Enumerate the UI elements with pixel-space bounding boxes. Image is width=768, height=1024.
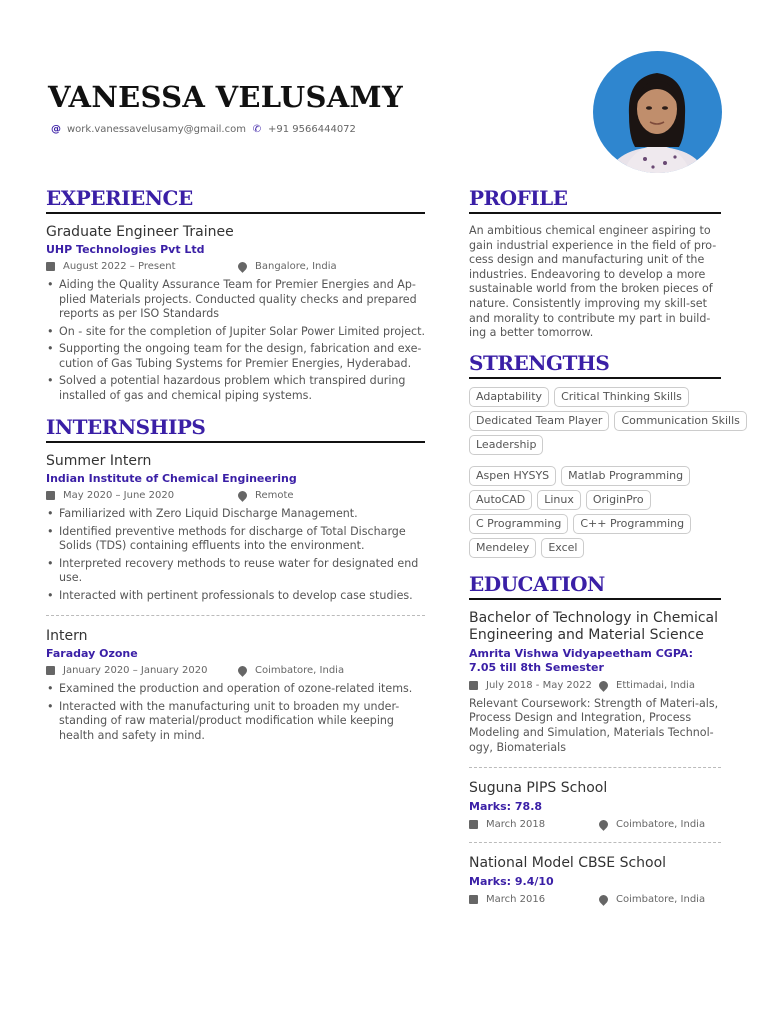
- bullet-item: • Supporting the ongoing team for the design, fabrication and exe-cution of Gas Tubing Systems for Premier Energies, Hyderabad.: [46, 342, 425, 371]
- skill-tag: Dedicated Team Player: [469, 411, 609, 431]
- bullet-item: • Familiarized with Zero Liquid Discharge Management.: [46, 507, 425, 522]
- entry-location: Bangalore, India: [255, 261, 337, 272]
- school-name: Suguna PIPS School: [469, 780, 608, 797]
- calendar-icon: [469, 681, 478, 690]
- email-contact[interactable]: [51, 124, 246, 135]
- location-pin-icon: [597, 893, 610, 906]
- calendar-icon: [46, 666, 55, 675]
- profile-summary: An ambitious chemical engineer aspiring to gain industrial experience in the field of pro-cess design and manufacturing unit of the industries. Endeavoring to develop a more sustainable world from the broken pieces of nature. Consistently improving my skill-set and morality to contribute my part in build-ing a better tomorrow.: [469, 224, 717, 340]
- right-column: [469, 186, 740, 906]
- entry-divider: [46, 615, 425, 616]
- bullet-item: • Examined the production and operation of ozone-related items.: [46, 682, 425, 697]
- calendar-icon: [469, 820, 478, 829]
- location-pin-icon: [597, 818, 610, 831]
- entry-dates: March 2016: [486, 894, 546, 906]
- entry-meta: [46, 261, 425, 272]
- skill-tag: AutoCAD: [469, 490, 532, 510]
- phone-icon: ✆: [252, 124, 262, 135]
- school-marks: Marks: 78.8: [469, 800, 543, 814]
- candidate-name: VANESSA VELUSAMY: [48, 80, 403, 114]
- internship-entry: [46, 453, 425, 603]
- job-title: Graduate Engineer Trainee: [46, 224, 234, 240]
- job-title: Summer Intern: [46, 453, 152, 469]
- skill-tag: Critical Thinking Skills: [554, 387, 689, 407]
- entry-location: Ettimadai, India: [616, 679, 695, 691]
- company-name: UHP Technologies Pvt Ltd: [46, 243, 205, 256]
- profile-photo: [593, 51, 722, 173]
- experience-entry: [46, 224, 425, 403]
- entry-meta: [469, 680, 721, 691]
- location-pin-icon: [236, 489, 249, 502]
- skill-tag: Communication Skills: [614, 411, 746, 431]
- entry-meta: [46, 665, 425, 676]
- bullet-list: [46, 278, 425, 403]
- education-entry: [469, 855, 721, 905]
- entry-location: Remote: [255, 490, 294, 501]
- skill-tag: Aspen HYSYS: [469, 466, 556, 486]
- bullet-item: • On - site for the completion of Jupiter Solar Power Limited project.: [46, 325, 425, 340]
- bullet-list: [46, 507, 425, 603]
- entry-dates: August 2022 – Present: [63, 261, 176, 272]
- school-name: National Model CBSE School: [469, 855, 667, 872]
- skill-tag: C Programming: [469, 514, 568, 534]
- entry-meta: [46, 490, 425, 501]
- bullet-list: [46, 682, 425, 743]
- entry-location: Coimbatore, India: [616, 819, 706, 831]
- bullet-item: • Solved a potential hazardous problem which transpired during installed of gas and chemical piping systems.: [46, 374, 425, 403]
- skill-tag: Matlab Programming: [561, 466, 690, 486]
- internships-heading: INTERNSHIPS: [46, 415, 425, 443]
- phone-text: +91 9566444072: [268, 124, 356, 135]
- location-pin-icon: [597, 679, 610, 692]
- institution-name: Amrita Vishwa Vidyapeetham CGPA: 7.05 till 8th Semester: [469, 646, 693, 674]
- location-pin-icon: [236, 260, 249, 273]
- entry-dates: January 2020 – January 2020: [63, 665, 208, 676]
- entry-meta: [469, 819, 721, 830]
- skill-tag: Leadership: [469, 435, 543, 455]
- skill-tag: Excel: [541, 538, 584, 558]
- entry-location: Coimbatore, India: [616, 894, 706, 906]
- calendar-icon: [469, 895, 478, 904]
- education-heading: EDUCATION: [469, 572, 721, 600]
- soft-skills-tags: [469, 387, 759, 455]
- company-name: Faraday Ozone: [46, 647, 138, 660]
- school-marks: Marks: 9.4/10: [469, 875, 554, 889]
- entry-meta: [469, 894, 721, 905]
- bullet-item: • Aiding the Quality Assurance Team for Premier Energies and Ap-plied Materials projects. Conducted quality checks and prepared reports as per ISO Standards: [46, 278, 425, 322]
- phone-contact[interactable]: [252, 124, 356, 135]
- strengths-heading: STRENGTHS: [469, 351, 721, 379]
- calendar-icon: [46, 262, 55, 271]
- experience-heading: EXPERIENCE: [46, 186, 425, 214]
- entry-dates: July 2018 - May 2022: [486, 679, 592, 691]
- profile-heading: PROFILE: [469, 186, 721, 214]
- email-text: work.vanessavelusamy@gmail.com: [67, 124, 246, 135]
- skill-tag: C++ Programming: [573, 514, 691, 534]
- internship-entry: [46, 628, 425, 743]
- calendar-icon: [46, 491, 55, 500]
- technical-skills-tags: [469, 466, 721, 558]
- bullet-item: • Interacted with the manufacturing unit to broaden my under-standing of raw material/product modification while keeping health and safety in mind.: [46, 700, 425, 744]
- coursework: Relevant Coursework: Strength of Materi-als, Process Design and Integration, Process Modeling and Simulation, Materials Technol-ogy, Biomaterials: [469, 696, 719, 754]
- skill-tag: Adaptability: [469, 387, 549, 407]
- job-title: Intern: [46, 628, 88, 644]
- entry-dates: March 2018: [486, 819, 546, 831]
- location-pin-icon: [236, 664, 249, 677]
- entry-location: Coimbatore, India: [255, 665, 345, 676]
- bullet-item: • Interacted with pertinent professionals to develop case studies.: [46, 589, 425, 604]
- education-entry: [469, 780, 721, 830]
- entry-divider: [469, 767, 721, 768]
- bullet-item: • Identified preventive methods for discharge of Total Discharge Solids (TDS) containing effluents into the environment.: [46, 525, 425, 554]
- at-icon: @: [51, 124, 61, 135]
- bullet-item: • Interpreted recovery methods to reuse water for designated end use.: [46, 557, 425, 586]
- skill-tag: Mendeley: [469, 538, 536, 558]
- company-name: Indian Institute of Chemical Engineering: [46, 472, 297, 485]
- entry-dates: May 2020 – June 2020: [63, 490, 175, 501]
- skill-tag: Linux: [537, 490, 581, 510]
- left-column: [46, 186, 425, 746]
- education-entry: [469, 610, 721, 755]
- degree-title: Bachelor of Technology in Chemical Engineering and Material Science: [469, 609, 719, 643]
- skill-tag: OriginPro: [586, 490, 651, 510]
- entry-divider: [469, 842, 721, 843]
